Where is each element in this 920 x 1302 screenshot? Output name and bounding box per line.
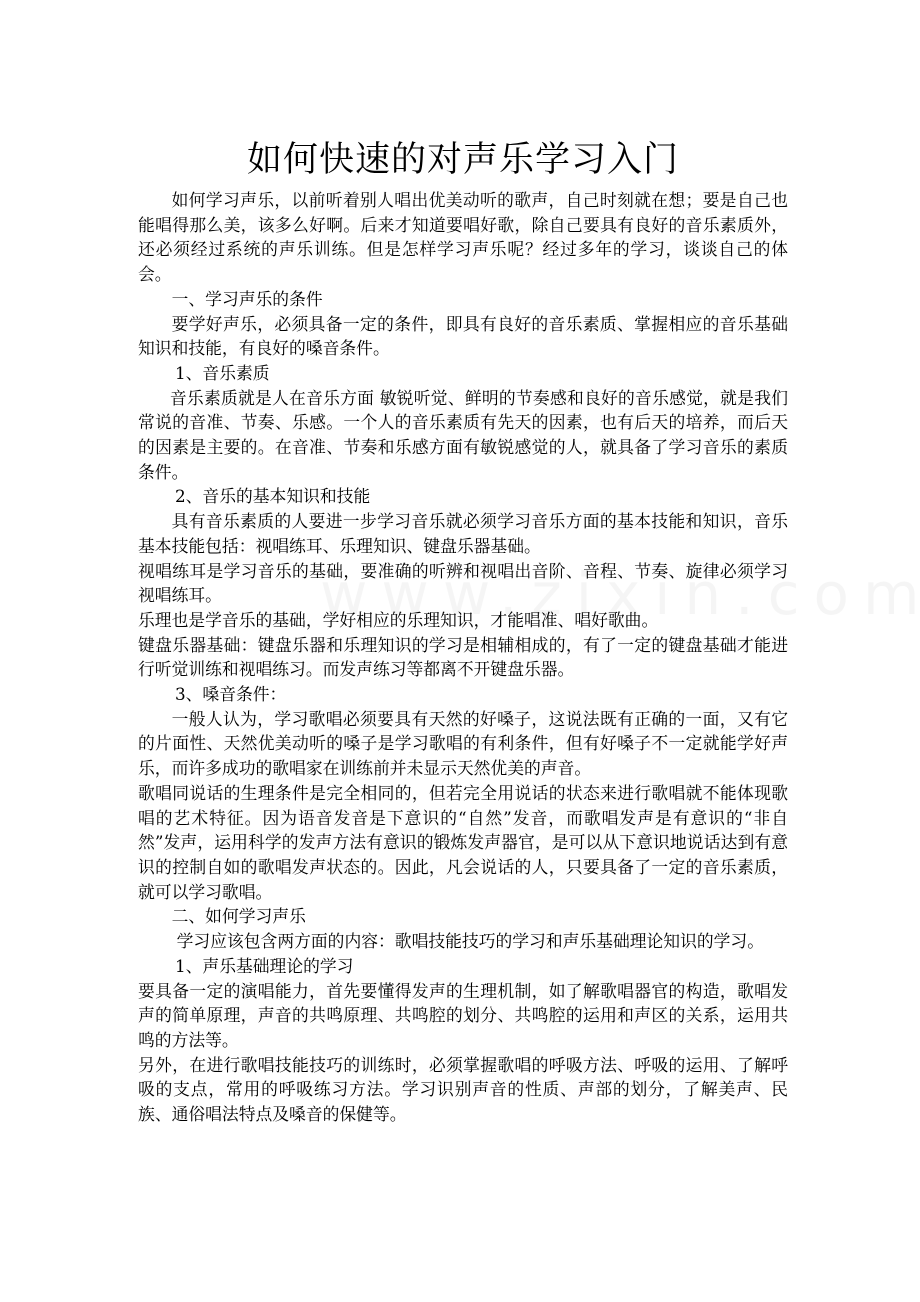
breathing-paragraph: 另外，在进行歌唱技能技巧的训练时，必须掌握歌唱的呼吸方法、呼吸的运用、了解呼吸的支点，常用的呼吸练习方法。学习识别声音的性质、声部的划分，了解美声、民族、通俗唱法特点及嗓音的保健等。 (138, 1054, 788, 1125)
section-heading-how-to-learn: 二、如何学习声乐 (171, 906, 306, 927)
subheading-voice-conditions: 3、嗓音条件： (174, 684, 287, 705)
conditions-paragraph: 要学好声乐，必须具备一定的条件，即具有良好的音乐素质、掌握相应的音乐基础知识和技能，有良好的嗓音条件。 (138, 313, 788, 359)
theory-paragraph: 要具备一定的演唱能力，首先要懂得发声的生理机制，如了解歌唱器官的构造，歌唱发声的简单原理，声音的共鸣原理、共鸣腔的划分、共鸣腔的运用和声区的关系，运用共鸣的方法等。 (138, 980, 788, 1050)
intro-paragraph: 如何学习声乐，以前听着别人唱出优美动听的歌声，自己时刻就在想；要是自己也能唱得那么美，该多么好啊。后来才知道要唱好歌，除自己要具有良好的音乐素质外，还必须经过系统的声乐训练。但是怎样学习声乐呢？经过多年的学习，谈谈自己的体会。 (138, 190, 788, 285)
subheading-music-quality: 1、音乐素质 (174, 362, 270, 383)
music-theory-paragraph: 乐理也是学音乐的基础，学好相应的乐理知识，才能唱准、唱好歌曲。 (138, 609, 659, 630)
ear-training-paragraph: 视唱练耳是学习音乐的基础，要准确的听辨和视唱出音阶、音程、节奏、旋律必须学习视唱练耳。 (138, 560, 788, 606)
subheading-basic-knowledge: 2、音乐的基本知识和技能 (174, 486, 371, 507)
document-title: 如何快速的对声乐学习入门 (246, 140, 679, 180)
subheading-theory: 1、声乐基础理论的学习 (174, 955, 354, 976)
section-heading-conditions: 一、学习声乐的条件 (171, 288, 323, 309)
music-quality-paragraph: 音乐素质就是人在音乐方面 敏锐听觉、鲜明的节奏感和良好的音乐感觉，就是我们常说的音准、节奏、乐感。一个人的音乐素质有先天的因素，也有后天的培养，而后天的因素是主要的。在音准、节奏和乐感方面有敏锐感觉的人，就具备了学习音乐的素质条件。 (138, 387, 788, 482)
document-content (138, 132, 788, 1127)
singing-speaking-paragraph: 歌唱同说话的生理条件是完全相同的，但若完全用说话的状态来进行歌唱就不能体现歌唱的艺术特征。因为语音发音是下意识的“自然”发音，而歌唱发声是有意识的“非自然”发声，运用科学的发声方法有意识的锻炼发声器官，是可以从下意识地说话达到有意识的控制自如的歌唱发声状态的。因此，凡会说话的人，只要具备了一定的音乐素质，就可以学习歌唱。 (138, 782, 788, 902)
basic-knowledge-paragraph: 具有音乐素质的人要进一步学习音乐就必须学习音乐方面的基本技能和知识，音乐基本技能包括：视唱练耳、乐理知识、键盘乐器基础。 (138, 511, 788, 556)
keyboard-paragraph: 键盘乐器基础：键盘乐器和乐理知识的学习是相辅相成的，有了一定的键盘基础才能进行听觉训练和视唱练习。而发声练习等都离不开键盘乐器。 (138, 634, 788, 680)
how-to-learn-paragraph: 学习应该包含两方面的内容：歌唱技能技巧的学习和声乐基础理论知识的学习。 (176, 931, 764, 952)
voice-conditions-paragraph: 一般人认为，学习歌唱必须要具有天然的好嗓子，这说法既有正确的一面，又有它的片面性、天然优美动听的嗓子是学习歌唱的有利条件，但有好嗓子不一定就能学好声乐，而许多成功的歌唱家在训练前并未显示天然优美的声音。 (138, 708, 788, 779)
